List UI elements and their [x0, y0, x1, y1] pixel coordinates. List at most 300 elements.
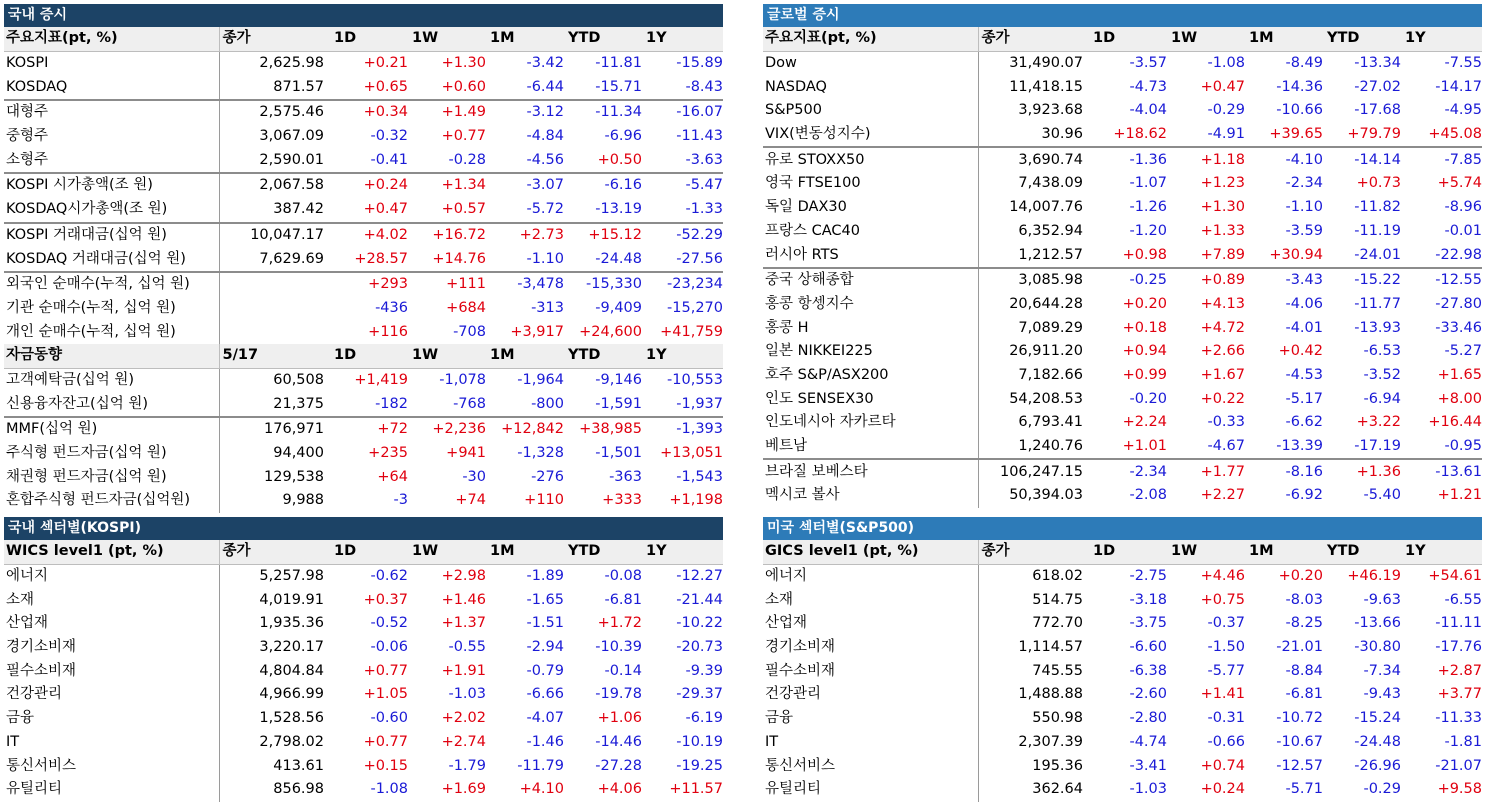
close-value: 7,629.69 — [259, 250, 324, 267]
table-row — [4, 223, 723, 248]
row-label: 러시아 RTS — [763, 243, 978, 268]
table-header-row — [763, 540, 1482, 564]
close-value: 9,988 — [282, 492, 324, 509]
change-1w: -0.55 — [448, 639, 486, 656]
change-1w: +1.67 — [1200, 366, 1245, 383]
table-row — [763, 564, 1482, 588]
close-value: 10,047.17 — [219, 223, 330, 248]
change-1d: +0.77 — [363, 733, 408, 750]
change-ytd: -3.52 — [1363, 366, 1401, 383]
table-row — [4, 368, 723, 392]
row-label: 건강관리 — [4, 683, 219, 707]
change-1w: +1.49 — [408, 100, 486, 125]
table-row — [763, 172, 1482, 196]
global-market-panel — [763, 4, 1482, 508]
change-ytd: -6.96 — [604, 128, 642, 145]
header-change-1m: 1M — [486, 27, 564, 51]
header-change-1d: 1D — [1089, 27, 1167, 51]
header-change-1w: 1W — [408, 344, 486, 368]
change-1d: -3.57 — [1129, 55, 1167, 72]
close-value: 60,508 — [273, 371, 324, 388]
change-1m: -10.66 — [1276, 102, 1323, 119]
table-row — [4, 100, 723, 125]
row-label: VIX(변동성지수) — [763, 123, 978, 148]
close-value: 176,971 — [219, 417, 330, 442]
change-1y: +3.77 — [1437, 686, 1482, 703]
header-change-ytd: YTD — [564, 540, 642, 564]
change-ytd: +1.36 — [1323, 459, 1401, 484]
change-1y: +45.08 — [1428, 126, 1482, 143]
change-ytd: -9,146 — [595, 371, 642, 388]
change-ytd: -9,409 — [595, 299, 642, 316]
header-row-label: 주요지표(pt, %) — [4, 27, 219, 51]
change-1m: -14.36 — [1276, 78, 1323, 95]
header-close-value: 종가 — [978, 27, 1089, 51]
header-change-ytd: YTD — [1323, 540, 1401, 564]
row-label: 산업재 — [4, 612, 219, 636]
change-1w: +1.69 — [441, 781, 486, 798]
row-label: 영국 FTSE100 — [763, 172, 978, 196]
change-ytd: -17.68 — [1354, 102, 1401, 119]
change-ytd: -7.34 — [1363, 662, 1401, 679]
close-value: 6,793.41 — [1018, 414, 1083, 431]
change-1d: +4.02 — [330, 223, 408, 248]
change-1d: -0.41 — [370, 151, 408, 168]
change-1y: -0.95 — [1444, 438, 1482, 455]
change-1y: -7.55 — [1444, 55, 1482, 72]
change-1w: +2.98 — [441, 568, 486, 585]
change-1m: -8.84 — [1285, 662, 1323, 679]
change-1y: -11.11 — [1435, 615, 1482, 632]
row-label: KOSPI 거래대금(십억 원) — [4, 223, 219, 248]
change-1w: +0.75 — [1200, 591, 1245, 608]
change-1w: +1.30 — [441, 55, 486, 72]
change-1d: -3.75 — [1129, 615, 1167, 632]
table-row — [4, 148, 723, 173]
change-ytd: -11.82 — [1354, 199, 1401, 216]
table-row — [4, 588, 723, 612]
change-ytd: +3.22 — [1356, 414, 1401, 431]
change-1y: -12.55 — [1401, 268, 1482, 293]
close-value: 6,352.94 — [1018, 222, 1083, 239]
change-1w: +941 — [446, 445, 486, 462]
row-label: KOSPI — [4, 51, 219, 75]
change-1y: +13,051 — [660, 445, 723, 462]
change-1w: +2.66 — [1200, 343, 1245, 360]
change-1d: +0.94 — [1122, 343, 1167, 360]
change-1y: -14.17 — [1435, 78, 1482, 95]
change-1w: -1,078 — [439, 371, 486, 388]
close-value: 1,114.57 — [1018, 639, 1083, 656]
change-1d: -1.03 — [1129, 781, 1167, 798]
header-row-label: 자금동향 — [4, 344, 219, 368]
header-change-ytd: YTD — [564, 27, 642, 51]
change-1d: +72 — [330, 417, 408, 442]
close-value: 1,488.88 — [1018, 686, 1083, 703]
change-1y: -21.07 — [1435, 757, 1482, 774]
change-1m: +3,917 — [510, 323, 564, 340]
change-1y: +1.21 — [1437, 487, 1482, 504]
change-1y: -23,234 — [642, 272, 723, 297]
change-1y: -6.19 — [685, 710, 723, 727]
change-ytd: -0.14 — [604, 662, 642, 679]
close-value — [219, 272, 330, 297]
change-1d: -1.36 — [1089, 147, 1167, 172]
change-1w: -768 — [453, 395, 486, 412]
close-value: 20,644.28 — [1009, 295, 1083, 312]
row-label: NASDAQ — [763, 75, 978, 99]
change-ytd: -6.16 — [564, 173, 642, 198]
table-row — [763, 220, 1482, 244]
change-1d: -6.60 — [1129, 639, 1167, 656]
close-value: 4,019.91 — [259, 591, 324, 608]
table-row — [4, 465, 723, 489]
table-row — [763, 636, 1482, 660]
close-value: 2,625.98 — [259, 55, 324, 72]
close-value: 618.02 — [1032, 568, 1083, 585]
row-label: S&P500 — [763, 99, 978, 123]
change-ytd: -14.46 — [595, 733, 642, 750]
change-1d: +0.15 — [363, 757, 408, 774]
change-1y: -7.85 — [1401, 147, 1482, 172]
change-1d: +0.99 — [1122, 366, 1167, 383]
change-ytd: -1,591 — [595, 395, 642, 412]
header-close-value: 종가 — [219, 27, 330, 51]
change-ytd: -6.94 — [1363, 390, 1401, 407]
change-1m: -8.25 — [1285, 615, 1323, 632]
change-1m: -4.56 — [526, 151, 564, 168]
change-1d: +0.20 — [1122, 295, 1167, 312]
row-label: 유틸리티 — [763, 778, 978, 802]
close-value: 1,240.76 — [1018, 438, 1083, 455]
table-row — [4, 636, 723, 660]
close-value: 7,182.66 — [1018, 366, 1083, 383]
change-ytd: -5.40 — [1363, 487, 1401, 504]
us-sector-table — [763, 540, 1482, 802]
table-row — [763, 435, 1482, 460]
change-1w: +0.22 — [1200, 390, 1245, 407]
change-1w: +111 — [408, 272, 486, 297]
header-change-1m: 1M — [1245, 27, 1323, 51]
change-1m: -6.92 — [1285, 487, 1323, 504]
close-value — [219, 320, 330, 344]
table-row — [763, 196, 1482, 220]
change-1d: +0.77 — [363, 662, 408, 679]
row-label: 대형주 — [4, 100, 219, 125]
close-value: 3,220.17 — [259, 639, 324, 656]
change-1y: +1.65 — [1437, 366, 1482, 383]
domestic-table — [4, 27, 723, 513]
header-change-1y: 1Y — [642, 344, 723, 368]
table-row — [763, 75, 1482, 99]
table-header-row — [4, 344, 723, 368]
change-1y: -8.96 — [1444, 199, 1482, 216]
change-1m: -10.72 — [1276, 710, 1323, 727]
change-1w: +1.33 — [1200, 222, 1245, 239]
change-1d: +0.24 — [330, 173, 408, 198]
change-1m: -1.10 — [526, 250, 564, 267]
change-1d: +1.01 — [1122, 438, 1167, 455]
change-1d: -2.75 — [1129, 568, 1167, 585]
close-value: 195.36 — [1032, 757, 1083, 774]
change-1m: -6.44 — [526, 78, 564, 95]
change-1m: -21.01 — [1276, 639, 1323, 656]
change-1y: -6.55 — [1444, 591, 1482, 608]
close-value: 30.96 — [1041, 126, 1083, 143]
row-label: 산업재 — [763, 612, 978, 636]
change-1m: -3.42 — [526, 55, 564, 72]
change-ytd: -13.34 — [1354, 55, 1401, 72]
panel-title: 글로벌 증시 — [763, 4, 1482, 27]
change-1y: -10.19 — [676, 733, 723, 750]
change-1y: -52.29 — [642, 223, 723, 248]
change-1w: +1.23 — [1200, 175, 1245, 192]
row-label: 필수소비재 — [4, 659, 219, 683]
change-1w: -708 — [453, 323, 486, 340]
close-value: 2,590.01 — [259, 151, 324, 168]
row-label: 중형주 — [4, 125, 219, 149]
change-1m: -11.79 — [517, 757, 564, 774]
close-value: 3,067.09 — [259, 128, 324, 145]
change-1d: -4.74 — [1129, 733, 1167, 750]
change-1m: -13.39 — [1276, 438, 1323, 455]
table-row — [4, 297, 723, 321]
change-1m: -3,478 — [486, 272, 564, 297]
change-1w: +0.77 — [441, 128, 486, 145]
row-label: 주식형 펀드자금(십억 원) — [4, 442, 219, 466]
row-label: 신용융자잔고(십억 원) — [4, 392, 219, 417]
change-1m: -800 — [531, 395, 564, 412]
header-close-value: 5/17 — [219, 344, 330, 368]
header-change-1w: 1W — [408, 27, 486, 51]
close-value: 772.70 — [1032, 615, 1083, 632]
change-ytd: -15,330 — [564, 272, 642, 297]
change-ytd: -363 — [609, 468, 642, 485]
change-1m: -3.59 — [1285, 222, 1323, 239]
close-value: 2,798.02 — [259, 733, 324, 750]
table-row — [763, 293, 1482, 317]
close-value: 3,085.98 — [978, 268, 1089, 293]
change-1w: +1.77 — [1167, 459, 1245, 484]
change-1m: +2.73 — [486, 223, 564, 248]
table-row — [4, 272, 723, 297]
change-1m: -4.01 — [1285, 319, 1323, 336]
row-label: 베트남 — [763, 435, 978, 460]
change-1y: -12.27 — [676, 568, 723, 585]
change-1w: -0.29 — [1207, 102, 1245, 119]
table-row — [763, 243, 1482, 268]
change-1d: -1.07 — [1129, 175, 1167, 192]
row-label: 중국 상해종합 — [763, 268, 978, 293]
close-value: 129,538 — [264, 468, 324, 485]
change-1m: -2.94 — [526, 639, 564, 656]
change-ytd: +4.06 — [597, 781, 642, 798]
change-1y: -13.61 — [1401, 459, 1482, 484]
table-row — [763, 340, 1482, 364]
row-label: 브라질 보베스타 — [763, 459, 978, 484]
change-1w: -0.37 — [1207, 615, 1245, 632]
row-label: IT — [4, 731, 219, 755]
change-ytd: -11.81 — [595, 55, 642, 72]
change-1y: -27.56 — [676, 250, 723, 267]
change-ytd: -14.14 — [1323, 147, 1401, 172]
change-1m: -1.89 — [526, 568, 564, 585]
change-1d: +1,419 — [354, 371, 408, 388]
header-change-1m: 1M — [486, 540, 564, 564]
change-1d: +18.62 — [1113, 126, 1167, 143]
kr-sector-panel — [4, 517, 723, 802]
table-row — [763, 123, 1482, 148]
change-1y: -20.73 — [676, 639, 723, 656]
change-1y: +8.00 — [1437, 390, 1482, 407]
table-row — [4, 778, 723, 802]
change-1m: -6.66 — [526, 686, 564, 703]
change-1y: -21.44 — [676, 591, 723, 608]
row-label: 경기소비재 — [763, 636, 978, 660]
row-label: 개인 순매수(누적, 십억 원) — [4, 320, 219, 344]
row-label: 소형주 — [4, 148, 219, 173]
change-1d: +2.24 — [1122, 414, 1167, 431]
row-label: 인도네시아 자카르타 — [763, 411, 978, 435]
row-label: 외국인 순매수(누적, 십억 원) — [4, 272, 219, 297]
change-1y: -5.47 — [642, 173, 723, 198]
change-ytd: -1,501 — [595, 445, 642, 462]
change-1w: -1.79 — [448, 757, 486, 774]
change-ytd: +79.79 — [1347, 126, 1401, 143]
change-1w: +4.72 — [1200, 319, 1245, 336]
change-1m: -6.81 — [1285, 686, 1323, 703]
change-1w: +684 — [446, 299, 486, 316]
change-1d: -2.34 — [1089, 459, 1167, 484]
close-value: 26,911.20 — [1009, 343, 1083, 360]
table-row — [4, 417, 723, 442]
table-row — [763, 612, 1482, 636]
change-ytd: -27.02 — [1354, 78, 1401, 95]
row-label: KOSPI 시가총액(조 원) — [4, 173, 219, 198]
change-ytd: -0.29 — [1363, 781, 1401, 798]
change-1m: -5.17 — [1285, 390, 1323, 407]
header-change-1w: 1W — [1167, 540, 1245, 564]
change-ytd: -9.43 — [1363, 686, 1401, 703]
change-1y: +2.87 — [1437, 662, 1482, 679]
row-label: 유로 STOXX50 — [763, 147, 978, 172]
change-1w: +1.34 — [408, 173, 486, 198]
row-label: KOSDAQ 거래대금(십억 원) — [4, 247, 219, 272]
table-row — [763, 268, 1482, 293]
close-value: 1,528.56 — [259, 710, 324, 727]
change-1y: -19.25 — [676, 757, 723, 774]
change-1m: -4.10 — [1245, 147, 1323, 172]
change-1m: -8.16 — [1245, 459, 1323, 484]
change-1d: +0.34 — [330, 100, 408, 125]
change-ytd: -24.48 — [1354, 733, 1401, 750]
change-1m: +0.20 — [1278, 568, 1323, 585]
change-ytd: -9.63 — [1363, 591, 1401, 608]
change-1m: -1.65 — [526, 591, 564, 608]
close-value: 1,212.57 — [1018, 246, 1083, 263]
change-1d: -4.04 — [1129, 102, 1167, 119]
close-value: 745.55 — [1032, 662, 1083, 679]
row-label: 통신서비스 — [4, 754, 219, 778]
us-sector-panel — [763, 517, 1482, 802]
table-row — [4, 707, 723, 731]
close-value: 2,067.58 — [219, 173, 330, 198]
table-row — [763, 659, 1482, 683]
change-1d: -436 — [375, 299, 408, 316]
panel-title: 국내 증시 — [4, 4, 723, 27]
change-ytd: -15.22 — [1323, 268, 1401, 293]
table-row — [763, 683, 1482, 707]
change-1w: -1.08 — [1207, 55, 1245, 72]
change-1d: -1.20 — [1129, 222, 1167, 239]
close-value: 50,394.03 — [1009, 487, 1083, 504]
change-1y: -27.80 — [1435, 295, 1482, 312]
close-value: 7,438.09 — [1018, 175, 1083, 192]
change-1w: -1.50 — [1207, 639, 1245, 656]
close-value: 1,935.36 — [259, 615, 324, 632]
header-change-1m: 1M — [1245, 540, 1323, 564]
change-ytd: -11.77 — [1354, 295, 1401, 312]
change-1d: -2.60 — [1129, 686, 1167, 703]
change-1y: -1,937 — [676, 395, 723, 412]
row-label: Dow — [763, 51, 978, 75]
change-ytd: -6.53 — [1363, 343, 1401, 360]
change-1y: -3.63 — [685, 151, 723, 168]
row-label: 유틸리티 — [4, 778, 219, 802]
change-1m: -313 — [531, 299, 564, 316]
change-1w: +0.60 — [441, 78, 486, 95]
change-1y: +5.74 — [1437, 175, 1482, 192]
table-row — [763, 387, 1482, 411]
header-row-label: WICS level1 (pt, %) — [4, 540, 219, 564]
header-change-1w: 1W — [408, 540, 486, 564]
change-1y: -11.33 — [1435, 710, 1482, 727]
row-label: 멕시코 볼사 — [763, 484, 978, 508]
change-ytd: -24.01 — [1354, 246, 1401, 263]
table-row — [763, 588, 1482, 612]
table-row — [763, 364, 1482, 388]
change-1m: -1.51 — [526, 615, 564, 632]
change-1d: +293 — [330, 272, 408, 297]
change-1m: -8.03 — [1285, 591, 1323, 608]
table-row — [4, 198, 723, 223]
row-label: 에너지 — [4, 564, 219, 588]
change-1y: -5.27 — [1444, 343, 1482, 360]
change-1w: +1.18 — [1167, 147, 1245, 172]
change-1w: +16.72 — [408, 223, 486, 248]
change-1d: +0.21 — [363, 55, 408, 72]
change-1d: -2.08 — [1129, 487, 1167, 504]
change-1m: -1.10 — [1285, 199, 1323, 216]
row-label: 홍콩 항셍지수 — [763, 293, 978, 317]
change-1w: +4.46 — [1200, 568, 1245, 585]
change-ytd: +15.12 — [564, 223, 642, 248]
change-1m: -1.46 — [526, 733, 564, 750]
change-1w: +1.91 — [441, 662, 486, 679]
change-1w: +1.46 — [441, 591, 486, 608]
row-label: 경기소비재 — [4, 636, 219, 660]
change-1d: +0.65 — [363, 78, 408, 95]
change-1m: -276 — [531, 468, 564, 485]
change-1m: -3.07 — [486, 173, 564, 198]
table-header-row — [763, 27, 1482, 51]
change-ytd: -26.96 — [1354, 757, 1401, 774]
table-row — [4, 51, 723, 75]
header-change-1d: 1D — [330, 27, 408, 51]
panel-title: 미국 섹터별(S&P500) — [763, 517, 1482, 540]
change-1w: +0.74 — [1200, 757, 1245, 774]
change-1y: -33.46 — [1435, 319, 1482, 336]
